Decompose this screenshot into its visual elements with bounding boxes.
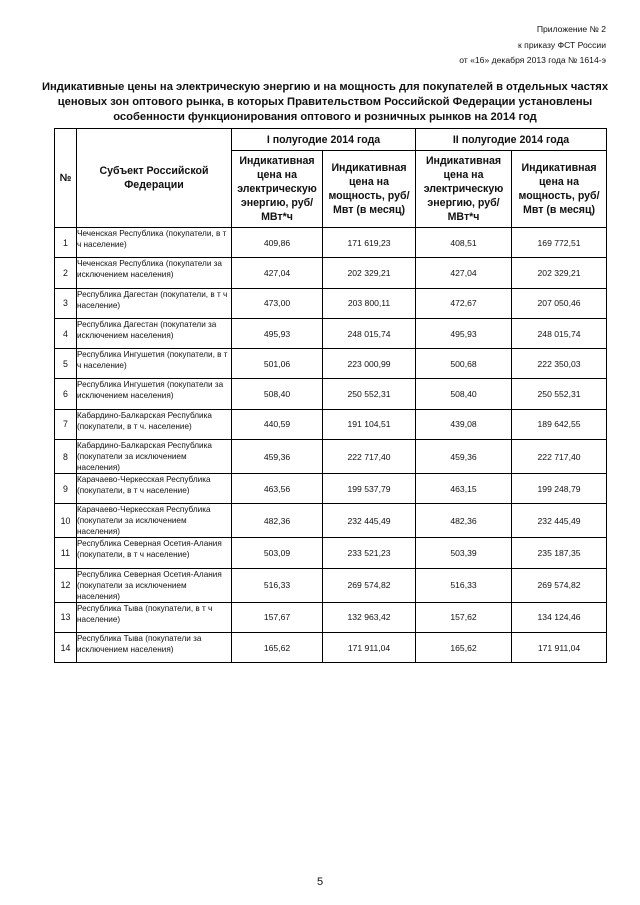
row-energy-price-h1: 501,06 [232, 349, 323, 379]
row-power-price-h2: 169 772,51 [512, 228, 607, 258]
page-number: 5 [316, 876, 324, 888]
header-power-price-h2: Индикативная цена на мощность, руб/Мвт (в месяц) [512, 151, 607, 228]
row-energy-price-h2: 482,36 [416, 504, 512, 538]
row-power-price-h2: 235 187,35 [512, 538, 607, 568]
row-subject: Республика Тыва (покупатели за исключением населения) [77, 632, 232, 662]
table-row [55, 504, 607, 538]
title-line-1: Индикативные цены на электрическую энергию и на мощность для покупателей в отдельных частях [41, 81, 609, 93]
row-energy-price-h2: 165,62 [416, 632, 512, 662]
row-energy-price-h2: 472,67 [416, 288, 512, 318]
prices-table [54, 128, 607, 663]
row-number: 8 [55, 440, 77, 474]
row-subject: Республика Ингушетия (покупатели, в т ч население) [77, 349, 232, 379]
row-energy-price-h2: 508,40 [416, 379, 512, 409]
row-subject: Республика Северная Осетия-Алания (покупатели, в т ч население) [77, 538, 232, 568]
header-subject: Субъект Российской Федерации [77, 129, 232, 228]
row-energy-price-h2: 427,04 [416, 258, 512, 288]
row-energy-price-h1: 157,67 [232, 602, 323, 632]
row-subject: Чеченская Республика (покупатели, в т ч население) [77, 228, 232, 258]
row-subject: Республика Ингушетия (покупатели за исключением населения) [77, 379, 232, 409]
row-subject: Республика Дагестан (покупатели, в т ч население) [77, 288, 232, 318]
row-number: 7 [55, 409, 77, 439]
annex-order-ref: к приказу ФСТ России [518, 39, 606, 50]
table-row [55, 409, 607, 439]
row-energy-price-h2: 463,15 [416, 474, 512, 504]
header-number: № [55, 129, 77, 228]
row-energy-price-h2: 500,68 [416, 349, 512, 379]
row-number: 2 [55, 258, 77, 288]
row-power-price-h2: 202 329,21 [512, 258, 607, 288]
row-subject: Карачаево-Черкесская Республика (покупатели за исключением населения) [77, 504, 232, 538]
row-energy-price-h1: 482,36 [232, 504, 323, 538]
row-power-price-h1: 132 963,42 [323, 602, 416, 632]
row-energy-price-h1: 495,93 [232, 318, 323, 348]
row-power-price-h1: 223 000,99 [323, 349, 416, 379]
row-power-price-h2: 134 124,46 [512, 602, 607, 632]
row-power-price-h2: 171 911,04 [512, 632, 607, 662]
annex-reference [459, 22, 606, 69]
row-power-price-h1: 248 015,74 [323, 318, 416, 348]
table-row [55, 440, 607, 474]
row-energy-price-h1: 503,09 [232, 538, 323, 568]
row-power-price-h2: 232 445,49 [512, 504, 607, 538]
row-power-price-h2: 207 050,46 [512, 288, 607, 318]
row-number: 5 [55, 349, 77, 379]
row-power-price-h2: 222 717,40 [512, 440, 607, 474]
row-energy-price-h2: 439,08 [416, 409, 512, 439]
table-row [55, 602, 607, 632]
row-subject: Кабардино-Балкарская Республика (покупатели за исключением населения) [77, 440, 232, 474]
row-subject: Республика Тыва (покупатели, в т ч население) [77, 602, 232, 632]
table-row [55, 228, 607, 258]
row-energy-price-h2: 503,39 [416, 538, 512, 568]
row-number: 10 [55, 504, 77, 538]
row-subject: Республика Дагестан (покупатели за исключением населения) [77, 318, 232, 348]
row-power-price-h2: 248 015,74 [512, 318, 607, 348]
row-power-price-h2: 199 248,79 [512, 474, 607, 504]
row-energy-price-h1: 409,86 [232, 228, 323, 258]
row-energy-price-h1: 165,62 [232, 632, 323, 662]
row-power-price-h1: 199 537,79 [323, 474, 416, 504]
annex-order-date: от «16» декабря 2013 года № 1614-э [459, 55, 606, 65]
row-number: 1 [55, 228, 77, 258]
row-number: 12 [55, 568, 77, 602]
table-row [55, 379, 607, 409]
row-energy-price-h1: 516,33 [232, 568, 323, 602]
document-title [40, 80, 610, 125]
row-power-price-h1: 250 552,31 [323, 379, 416, 409]
row-power-price-h1: 233 521,23 [323, 538, 416, 568]
row-subject: Кабардино-Балкарская Республика (покупатели, в т ч. население) [77, 409, 232, 439]
row-power-price-h1: 203 800,11 [323, 288, 416, 318]
row-energy-price-h1: 473,00 [232, 288, 323, 318]
row-energy-price-h2: 459,36 [416, 440, 512, 474]
row-number: 9 [55, 474, 77, 504]
row-number: 4 [55, 318, 77, 348]
row-energy-price-h2: 408,51 [416, 228, 512, 258]
row-power-price-h1: 202 329,21 [323, 258, 416, 288]
header-power-price-h1: Индикативная цена на мощность, руб/Мвт (в месяц) [323, 151, 416, 228]
row-number: 6 [55, 379, 77, 409]
row-power-price-h2: 222 350,03 [512, 349, 607, 379]
row-subject: Чеченская Республика (покупатели за исключением населения) [77, 258, 232, 288]
table-row [55, 288, 607, 318]
row-power-price-h1: 232 445,49 [323, 504, 416, 538]
row-power-price-h1: 171 911,04 [323, 632, 416, 662]
row-energy-price-h2: 495,93 [416, 318, 512, 348]
row-energy-price-h1: 427,04 [232, 258, 323, 288]
title-line-3: особенности функционирования оптового и розничных рынков на 2014 год [113, 111, 537, 123]
row-energy-price-h2: 157,62 [416, 602, 512, 632]
row-power-price-h1: 171 619,23 [323, 228, 416, 258]
row-energy-price-h1: 459,36 [232, 440, 323, 474]
table-row [55, 568, 607, 602]
table-row [55, 258, 607, 288]
row-number: 13 [55, 602, 77, 632]
header-half-1: I полугодие 2014 года [232, 129, 416, 151]
row-power-price-h1: 191 104,51 [323, 409, 416, 439]
header-energy-price-h1: Индикативная цена на электрическую энергию, руб/МВт*ч [232, 151, 323, 228]
annex-title: Приложение № 2 [536, 24, 606, 34]
header-half-2: II полугодие 2014 года [416, 129, 607, 151]
row-number: 3 [55, 288, 77, 318]
row-number: 14 [55, 632, 77, 662]
table-row [55, 318, 607, 348]
header-energy-price-h2: Индикативная цена на электрическую энергию, руб/МВт*ч [416, 151, 512, 228]
row-subject: Республика Северная Осетия-Алания (покупатели за исключением населения) [77, 568, 232, 602]
row-power-price-h1: 222 717,40 [323, 440, 416, 474]
row-subject: Карачаево-Черкесская Республика (покупатели, в т ч население) [77, 474, 232, 504]
row-energy-price-h1: 508,40 [232, 379, 323, 409]
row-number: 11 [55, 538, 77, 568]
row-power-price-h2: 269 574,82 [512, 568, 607, 602]
row-power-price-h2: 189 642,55 [512, 409, 607, 439]
row-power-price-h2: 250 552,31 [512, 379, 607, 409]
title-line-2: ценовых зон оптового рынка, в которых Правительством Российской Федерации установлены [57, 96, 593, 108]
table-row [55, 632, 607, 662]
table-row [55, 349, 607, 379]
row-power-price-h1: 269 574,82 [323, 568, 416, 602]
table-row [55, 474, 607, 504]
table-row [55, 538, 607, 568]
row-energy-price-h1: 463,56 [232, 474, 323, 504]
row-energy-price-h2: 516,33 [416, 568, 512, 602]
row-energy-price-h1: 440,59 [232, 409, 323, 439]
